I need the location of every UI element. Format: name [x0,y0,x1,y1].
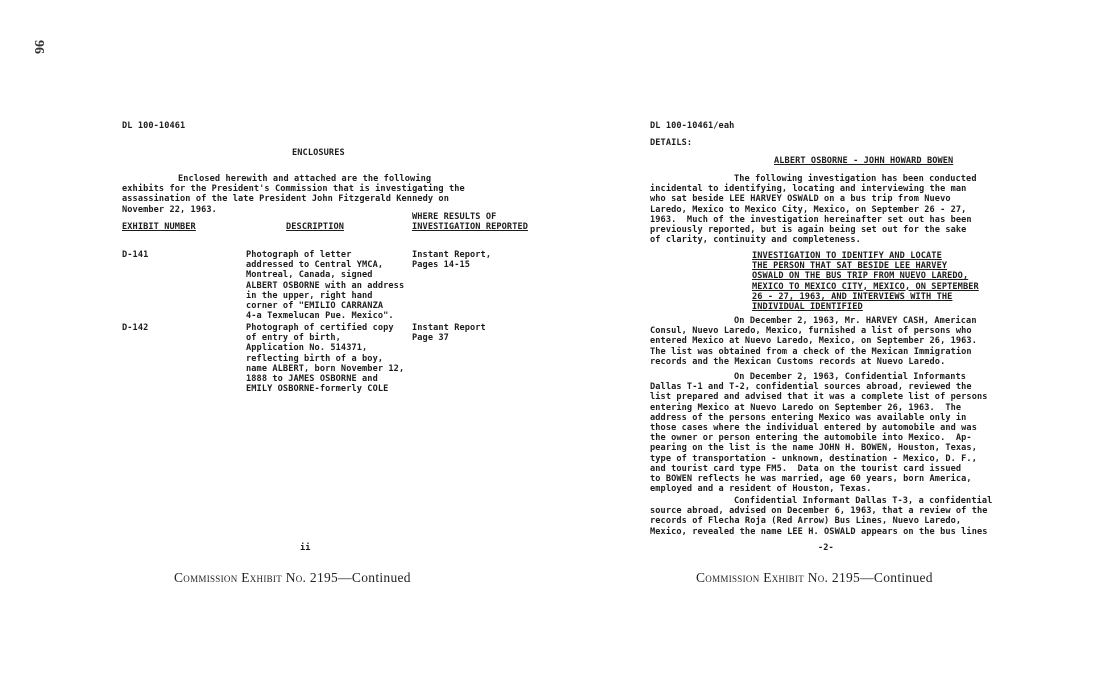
enclosures-heading: ENCLOSURES [292,148,345,158]
exhibit-where-cell: Instant Report, Pages 14-15 [412,250,492,271]
right-caption [696,570,933,586]
details-paragraph: Confidential Informant Dallas T-3, a confidential source abroad, advised on December 6, 1963, that a review of the records of Flecha Roja (Red Arrow) Bus Lines, Nuevo Laredo, Mexico, revealed the name LEE H. OSWALD appears on the bus lines [650,496,993,537]
caption-main: Commission Exhibit No. 2195 [696,570,861,585]
enclosures-intro: Enclosed herewith and attached are the following exhibits for the President's Commission that is investigating the assassination of the late President John Fitzgerald Kennedy on November 22, 1963. [122,174,465,215]
right-page-footer: -2- [818,543,834,553]
exhibit-description-cell: Photograph of letter addressed to Central YMCA, Montreal, Canada, signed ALBERT OSBORNE with an address in the upper, right hand corner of "EMILIO CARRANZA 4-a Texmelucan Pue. Mexico". [246,250,405,322]
col-where-line1: WHERE RESULTS OF [412,212,497,222]
exhibit-number-cell: D-142 [122,323,149,333]
exhibit-where-cell: Instant Report Page 37 [412,323,486,344]
left-page-footer: ii [300,543,311,553]
left-caption [174,570,411,586]
page-number: 96 [31,40,46,54]
caption-suffix: —Continued [338,570,411,585]
details-title: ALBERT OSBORNE - JOHN HOWARD BOWEN [774,156,954,166]
exhibit-number-cell: D-141 [122,250,149,260]
details-paragraph: On December 2, 1963, Mr. HARVEY CASH, American Consul, Nuevo Laredo, Mexico, furnished a list of persons who entered Mexico at Nuevo Laredo, Mexico, on September 26, 1963. The list was obtained from a check of the Mexican Immigration records and the Mexican Customs records at Nuevo Laredo. [650,316,977,367]
col-where-line2: INVESTIGATION REPORTED [412,222,529,232]
investigation-subheading: INVESTIGATION TO IDENTIFY AND LOCATE THE PERSON THAT SAT BESIDE LEE HARVEY OSWALD ON THE BUS TRIP FROM NUEVO LAREDO, MEXICO TO MEXICO CITY, MEXICO, ON SEPTEMBER 26 - 27, 1963, AND INTERVIEWS WITH THE INDIVIDUAL IDENTIFIED [752,251,979,313]
details-paragraph: The following investigation has been conducted incidental to identifying, locating and interviewing the man who sat beside LEE HARVEY OSWALD on a bus trip from Nuevo Laredo, Mexico to Mexico City, Mexico, on September 26 - 27, 1963. Much of the investigation hereinafter set out has been previously reported, but is again being set out for the sake of clarity, continuity and completeness. [650,174,977,246]
right-file-number: DL 100-10461/eah [650,121,735,131]
col-description: DESCRIPTION [286,222,345,232]
col-exhibit-number: EXHIBIT NUMBER [122,222,196,232]
caption-suffix: —Continued [860,570,933,585]
details-label: DETAILS: [650,138,693,148]
left-file-number: DL 100-10461 [122,121,186,131]
exhibit-description-cell: Photograph of certified copy of entry of birth, Application No. 514371, reflecting birth of a boy, name ALBERT, born November 12, 1888 to JAMES OSBORNE and EMILY OSBORNE-formerly COLE [246,323,405,395]
details-paragraph: On December 2, 1963, Confidential Informants Dallas T-1 and T-2, confidential sources abroad, reviewed the list prepared and advised that it was a complete list of persons entering Mexico at Nuevo Laredo on September 26, 1963. The address of the persons entering Mexico was available only in those cases where the individual entered by automobile and was the owner or person entering the automobile into Mexico. Ap- pearing on the list is the name JOHN H. BOWEN, Houston, Texas, type of transportation - unknown, destination - Mexico, D. F., and tourist card type FM5. Data on the tourist card issued to BOWEN reflects he was married, age 60 years, born America, employed and a resident of Houston, Texas. [650,372,988,495]
caption-main: Commission Exhibit No. 2195 [174,570,339,585]
